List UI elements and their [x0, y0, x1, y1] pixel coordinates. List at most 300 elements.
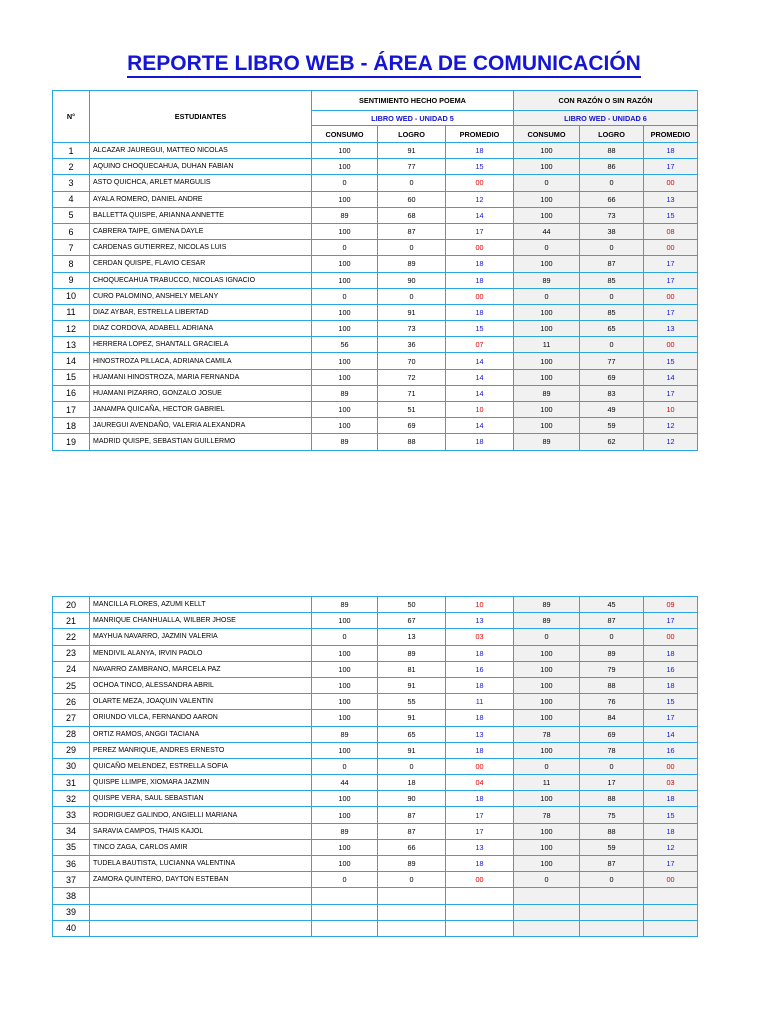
row-number-cell: 4 [53, 191, 90, 207]
consumo-u5-cell: 89 [312, 385, 378, 401]
consumo-u5-cell [312, 888, 378, 904]
consumo-u6-cell: 100 [514, 304, 580, 320]
row-number-cell: 3 [53, 175, 90, 191]
student-name-cell: CABRERA TAIPE, GIMENA DAYLE [90, 223, 312, 239]
consumo-u6-cell: 100 [514, 694, 580, 710]
logro-u5-cell: 71 [378, 385, 446, 401]
row-number-cell: 16 [53, 385, 90, 401]
consumo-u5-cell: 89 [312, 207, 378, 223]
student-name-cell: NAVARRO ZAMBRANO, MARCELA PAZ [90, 661, 312, 677]
table-row [53, 207, 698, 223]
student-name-cell: AYALA ROMERO, DANIEL ANDRE [90, 191, 312, 207]
table-row [53, 920, 698, 936]
promedio-u5-cell: 18 [446, 645, 514, 661]
report-title: REPORTE LIBRO WEB - ÁREA DE COMUNICACIÓN [0, 52, 768, 76]
row-number-cell: 12 [53, 321, 90, 337]
consumo-u5-cell: 56 [312, 337, 378, 353]
logro-u6-cell: 86 [580, 159, 644, 175]
student-name-cell: ASTO QUICHCA, ARLET MARGULIS [90, 175, 312, 191]
student-name-cell: CHOQUECAHUA TRABUCCO, NICOLAS IGNACIO [90, 272, 312, 288]
logro-u5-cell [378, 904, 446, 920]
student-name-cell: HERRERA LOPEZ, SHANTALL GRACIELA [90, 337, 312, 353]
promedio-u5-cell: 18 [446, 856, 514, 872]
student-name-cell: ORIUNDO VILCA, FERNANDO AARON [90, 710, 312, 726]
row-number-cell: 23 [53, 645, 90, 661]
student-name-cell: HINOSTROZA PILLACA, ADRIANA CAMILA [90, 353, 312, 369]
consumo-u5-cell: 89 [312, 726, 378, 742]
student-name-cell: MENDIVIL ALANYA, IRVIN PAOLO [90, 645, 312, 661]
promedio-u5-cell: 14 [446, 207, 514, 223]
promedio-u6-cell: 17 [644, 159, 698, 175]
student-name-cell: ORTIZ RAMOS, ANGGI TACIANA [90, 726, 312, 742]
promedio-u6-cell: 17 [644, 613, 698, 629]
header-consumo-u5: CONSUMO [312, 126, 378, 143]
student-name-cell: OCHOA TINCO, ALESSANDRA ABRIL [90, 677, 312, 693]
promedio-u6-cell: 10 [644, 402, 698, 418]
table-row [53, 597, 698, 613]
consumo-u5-cell: 0 [312, 629, 378, 645]
student-name-cell: QUISPE LLIMPE, XIOMARA JAZMIN [90, 775, 312, 791]
promedio-u5-cell: 10 [446, 597, 514, 613]
table-row [53, 223, 698, 239]
logro-u5-cell: 91 [378, 677, 446, 693]
logro-u6-cell: 0 [580, 758, 644, 774]
logro-u6-cell [580, 888, 644, 904]
promedio-u5-cell: 13 [446, 839, 514, 855]
row-number-cell: 10 [53, 288, 90, 304]
table-row [53, 807, 698, 823]
student-name-cell [90, 888, 312, 904]
logro-u5-cell: 87 [378, 823, 446, 839]
student-name-cell: CERDAN QUISPE, FLAVIO CESAR [90, 256, 312, 272]
row-number-cell: 28 [53, 726, 90, 742]
promedio-u6-cell: 17 [644, 304, 698, 320]
row-number-cell: 35 [53, 839, 90, 855]
logro-u6-cell: 85 [580, 304, 644, 320]
row-number-cell: 40 [53, 920, 90, 936]
row-number-cell: 38 [53, 888, 90, 904]
student-name-cell: BALLETTA QUISPE, ARIANNA ANNETTE [90, 207, 312, 223]
student-name-cell: JANAMPA QUICAÑA, HECTOR GABRIEL [90, 402, 312, 418]
consumo-u5-cell: 100 [312, 742, 378, 758]
table-row [53, 321, 698, 337]
promedio-u5-cell: 10 [446, 402, 514, 418]
row-number-cell: 22 [53, 629, 90, 645]
consumo-u6-cell: 100 [514, 710, 580, 726]
consumo-u6-cell: 44 [514, 223, 580, 239]
row-number-cell: 20 [53, 597, 90, 613]
promedio-u5-cell: 13 [446, 613, 514, 629]
promedio-u5-cell [446, 904, 514, 920]
promedio-u6-cell: 00 [644, 629, 698, 645]
logro-u6-cell: 87 [580, 613, 644, 629]
student-name-cell [90, 920, 312, 936]
promedio-u6-cell: 17 [644, 385, 698, 401]
consumo-u5-cell: 100 [312, 402, 378, 418]
promedio-u6-cell: 12 [644, 839, 698, 855]
promedio-u6-cell: 17 [644, 256, 698, 272]
consumo-u6-cell [514, 888, 580, 904]
logro-u5-cell: 91 [378, 143, 446, 159]
logro-u5-cell: 89 [378, 856, 446, 872]
logro-u6-cell: 87 [580, 256, 644, 272]
promedio-u6-cell: 18 [644, 791, 698, 807]
consumo-u5-cell: 100 [312, 353, 378, 369]
consumo-u5-cell: 44 [312, 775, 378, 791]
table-row [53, 758, 698, 774]
consumo-u6-cell: 100 [514, 143, 580, 159]
logro-u5-cell: 89 [378, 645, 446, 661]
logro-u6-cell: 65 [580, 321, 644, 337]
promedio-u5-cell: 14 [446, 418, 514, 434]
table-row [53, 791, 698, 807]
promedio-u6-cell: 15 [644, 207, 698, 223]
promedio-u6-cell: 18 [644, 677, 698, 693]
table-row [53, 418, 698, 434]
logro-u5-cell: 70 [378, 353, 446, 369]
student-name-cell: SARAVIA CAMPOS, THAIS KAJOL [90, 823, 312, 839]
table-row [53, 645, 698, 661]
consumo-u6-cell: 0 [514, 758, 580, 774]
table-row [53, 629, 698, 645]
student-name-cell: ZAMORA QUINTERO, DAYTON ESTEBAN [90, 872, 312, 888]
consumo-u6-cell [514, 904, 580, 920]
consumo-u6-cell: 0 [514, 240, 580, 256]
promedio-u5-cell: 12 [446, 191, 514, 207]
logro-u5-cell: 89 [378, 256, 446, 272]
promedio-u6-cell: 17 [644, 710, 698, 726]
consumo-u5-cell: 100 [312, 143, 378, 159]
logro-u5-cell: 13 [378, 629, 446, 645]
consumo-u5-cell: 100 [312, 321, 378, 337]
consumo-u5-cell: 100 [312, 256, 378, 272]
row-number-cell: 18 [53, 418, 90, 434]
consumo-u5-cell: 100 [312, 791, 378, 807]
table-row [53, 191, 698, 207]
promedio-u6-cell: 16 [644, 661, 698, 677]
promedio-u6-cell: 00 [644, 872, 698, 888]
header-unit-5-title: SENTIMIENTO HECHO POEMA [312, 91, 514, 111]
consumo-u5-cell: 100 [312, 710, 378, 726]
logro-u6-cell [580, 920, 644, 936]
table-row [53, 775, 698, 791]
logro-u6-cell [580, 904, 644, 920]
consumo-u6-cell: 100 [514, 645, 580, 661]
consumo-u6-cell: 0 [514, 629, 580, 645]
promedio-u6-cell: 14 [644, 726, 698, 742]
consumo-u6-cell: 100 [514, 823, 580, 839]
promedio-u6-cell [644, 888, 698, 904]
consumo-u6-cell: 89 [514, 597, 580, 613]
table-row [53, 661, 698, 677]
table-row [53, 710, 698, 726]
logro-u6-cell: 0 [580, 337, 644, 353]
student-name-cell: CARDENAS GUTIERREZ, NICOLAS LUIS [90, 240, 312, 256]
logro-u6-cell: 0 [580, 240, 644, 256]
grades-table-part-2 [52, 596, 698, 937]
logro-u6-cell: 78 [580, 742, 644, 758]
consumo-u5-cell: 100 [312, 418, 378, 434]
logro-u6-cell: 69 [580, 369, 644, 385]
consumo-u5-cell: 89 [312, 823, 378, 839]
promedio-u6-cell: 13 [644, 191, 698, 207]
logro-u6-cell: 88 [580, 143, 644, 159]
table-row [53, 385, 698, 401]
promedio-u6-cell [644, 904, 698, 920]
promedio-u6-cell: 03 [644, 775, 698, 791]
student-name-cell: CURO PALOMINO, ANSHELY MELANY [90, 288, 312, 304]
consumo-u6-cell: 89 [514, 613, 580, 629]
student-name-cell: DIAZ AYBAR, ESTRELLA LIBERTAD [90, 304, 312, 320]
table-row [53, 434, 698, 450]
header-promedio-u6: PROMEDIO [644, 126, 698, 143]
promedio-u5-cell: 14 [446, 353, 514, 369]
logro-u5-cell: 69 [378, 418, 446, 434]
logro-u6-cell: 0 [580, 288, 644, 304]
logro-u5-cell: 18 [378, 775, 446, 791]
logro-u6-cell: 83 [580, 385, 644, 401]
consumo-u5-cell: 0 [312, 288, 378, 304]
table-row [53, 369, 698, 385]
logro-u6-cell: 0 [580, 175, 644, 191]
consumo-u6-cell: 100 [514, 191, 580, 207]
promedio-u5-cell: 00 [446, 758, 514, 774]
logro-u5-cell: 91 [378, 742, 446, 758]
promedio-u5-cell: 15 [446, 321, 514, 337]
row-number-cell: 17 [53, 402, 90, 418]
row-number-cell: 19 [53, 434, 90, 450]
logro-u5-cell: 65 [378, 726, 446, 742]
logro-u5-cell: 36 [378, 337, 446, 353]
promedio-u6-cell: 13 [644, 321, 698, 337]
logro-u6-cell: 75 [580, 807, 644, 823]
row-number-cell: 11 [53, 304, 90, 320]
logro-u5-cell: 87 [378, 223, 446, 239]
row-number-cell: 37 [53, 872, 90, 888]
promedio-u5-cell: 15 [446, 159, 514, 175]
promedio-u5-cell: 18 [446, 304, 514, 320]
table-row [53, 159, 698, 175]
promedio-u6-cell: 12 [644, 418, 698, 434]
row-number-cell: 5 [53, 207, 90, 223]
logro-u6-cell: 88 [580, 791, 644, 807]
consumo-u6-cell: 100 [514, 418, 580, 434]
logro-u5-cell: 90 [378, 791, 446, 807]
row-number-cell: 33 [53, 807, 90, 823]
logro-u5-cell: 60 [378, 191, 446, 207]
table-row [53, 175, 698, 191]
consumo-u5-cell: 100 [312, 613, 378, 629]
table-row [53, 742, 698, 758]
student-name-cell: DIAZ CORDOVA, ADABELL ADRIANA [90, 321, 312, 337]
logro-u6-cell: 76 [580, 694, 644, 710]
table-row [53, 272, 698, 288]
consumo-u5-cell: 100 [312, 677, 378, 693]
consumo-u6-cell: 100 [514, 159, 580, 175]
promedio-u6-cell: 12 [644, 434, 698, 450]
promedio-u5-cell: 17 [446, 823, 514, 839]
promedio-u5-cell: 18 [446, 742, 514, 758]
logro-u5-cell: 55 [378, 694, 446, 710]
table-row [53, 904, 698, 920]
row-number-cell: 39 [53, 904, 90, 920]
consumo-u5-cell: 0 [312, 758, 378, 774]
promedio-u5-cell: 18 [446, 143, 514, 159]
student-name-cell: MAYHUA NAVARRO, JAZMIN VALERIA [90, 629, 312, 645]
promedio-u6-cell: 18 [644, 143, 698, 159]
logro-u6-cell: 38 [580, 223, 644, 239]
logro-u6-cell: 62 [580, 434, 644, 450]
table-row [53, 304, 698, 320]
promedio-u6-cell: 00 [644, 758, 698, 774]
table-row [53, 856, 698, 872]
promedio-u5-cell: 00 [446, 288, 514, 304]
header-logro-u5: LOGRO [378, 126, 446, 143]
promedio-u5-cell: 04 [446, 775, 514, 791]
logro-u6-cell: 85 [580, 272, 644, 288]
student-name-cell: TUDELA BAUTISTA, LUCIANNA VALENTINA [90, 856, 312, 872]
consumo-u5-cell: 100 [312, 645, 378, 661]
consumo-u5-cell: 100 [312, 661, 378, 677]
logro-u5-cell: 0 [378, 175, 446, 191]
promedio-u5-cell [446, 888, 514, 904]
promedio-u6-cell: 00 [644, 175, 698, 191]
consumo-u5-cell [312, 904, 378, 920]
consumo-u5-cell: 100 [312, 223, 378, 239]
table-row [53, 402, 698, 418]
consumo-u6-cell: 0 [514, 288, 580, 304]
student-name-cell: ALCAZAR JAUREGUI, MATTEO NICOLAS [90, 143, 312, 159]
header-students: ESTUDIANTES [90, 91, 312, 143]
student-name-cell: QUISPE VERA, SAUL SEBASTIAN [90, 791, 312, 807]
row-number-cell: 30 [53, 758, 90, 774]
consumo-u5-cell: 100 [312, 272, 378, 288]
logro-u6-cell: 79 [580, 661, 644, 677]
promedio-u5-cell: 03 [446, 629, 514, 645]
consumo-u5-cell: 0 [312, 240, 378, 256]
logro-u5-cell: 68 [378, 207, 446, 223]
row-number-cell: 7 [53, 240, 90, 256]
logro-u6-cell: 88 [580, 823, 644, 839]
row-number-cell: 8 [53, 256, 90, 272]
promedio-u5-cell: 14 [446, 369, 514, 385]
logro-u5-cell: 88 [378, 434, 446, 450]
consumo-u5-cell: 100 [312, 694, 378, 710]
logro-u5-cell: 67 [378, 613, 446, 629]
consumo-u6-cell: 100 [514, 353, 580, 369]
consumo-u5-cell: 100 [312, 856, 378, 872]
promedio-u6-cell: 00 [644, 240, 698, 256]
promedio-u6-cell: 00 [644, 337, 698, 353]
row-number-cell: 26 [53, 694, 90, 710]
logro-u6-cell: 45 [580, 597, 644, 613]
header-logro-u6: LOGRO [580, 126, 644, 143]
table-row [53, 288, 698, 304]
student-name-cell: AQUINO CHOQUECAHUA, DUHAN FABIAN [90, 159, 312, 175]
row-number-cell: 29 [53, 742, 90, 758]
logro-u6-cell: 87 [580, 856, 644, 872]
consumo-u5-cell: 89 [312, 597, 378, 613]
promedio-u6-cell: 16 [644, 742, 698, 758]
promedio-u6-cell: 14 [644, 369, 698, 385]
consumo-u5-cell: 0 [312, 175, 378, 191]
logro-u5-cell: 90 [378, 272, 446, 288]
promedio-u5-cell: 18 [446, 256, 514, 272]
table-row [53, 694, 698, 710]
header-unit-6-subtitle: LIBRO WED - UNIDAD 6 [514, 111, 698, 126]
consumo-u6-cell: 100 [514, 839, 580, 855]
header-consumo-u6: CONSUMO [514, 126, 580, 143]
consumo-u6-cell [514, 920, 580, 936]
table-row [53, 726, 698, 742]
promedio-u5-cell: 13 [446, 726, 514, 742]
student-name-cell: MADRID QUISPE, SEBASTIAN GUILLERMO [90, 434, 312, 450]
row-number-cell: 25 [53, 677, 90, 693]
table-row [53, 240, 698, 256]
row-number-cell: 15 [53, 369, 90, 385]
logro-u5-cell: 81 [378, 661, 446, 677]
row-number-cell: 36 [53, 856, 90, 872]
consumo-u6-cell: 100 [514, 207, 580, 223]
table-row [53, 613, 698, 629]
consumo-u5-cell: 100 [312, 807, 378, 823]
student-name-cell: QUICAÑO MELENDEZ, ESTRELLA SOFIA [90, 758, 312, 774]
promedio-u5-cell: 07 [446, 337, 514, 353]
consumo-u5-cell: 100 [312, 191, 378, 207]
table-row [53, 337, 698, 353]
student-name-cell: MANRIQUE CHANHUALLA, WILBER JHOSE [90, 613, 312, 629]
table-row [53, 143, 698, 159]
promedio-u6-cell: 08 [644, 223, 698, 239]
consumo-u6-cell: 0 [514, 175, 580, 191]
row-number-cell: 27 [53, 710, 90, 726]
logro-u5-cell: 87 [378, 807, 446, 823]
logro-u5-cell: 0 [378, 288, 446, 304]
table-row [53, 888, 698, 904]
student-name-cell: RODRIGUEZ GALINDO, ANGIELLI MARIANA [90, 807, 312, 823]
promedio-u5-cell: 14 [446, 385, 514, 401]
student-name-cell: HUAMANI PIZARRO, GONZALO JOSUE [90, 385, 312, 401]
consumo-u6-cell: 100 [514, 856, 580, 872]
row-number-cell: 6 [53, 223, 90, 239]
logro-u5-cell [378, 920, 446, 936]
logro-u5-cell: 91 [378, 710, 446, 726]
header-unit-5-subtitle: LIBRO WED - UNIDAD 5 [312, 111, 514, 126]
consumo-u6-cell: 100 [514, 677, 580, 693]
table-row [53, 839, 698, 855]
consumo-u5-cell: 100 [312, 159, 378, 175]
student-name-cell [90, 904, 312, 920]
consumo-u6-cell: 100 [514, 742, 580, 758]
logro-u6-cell: 69 [580, 726, 644, 742]
promedio-u5-cell: 17 [446, 807, 514, 823]
consumo-u6-cell: 0 [514, 872, 580, 888]
logro-u5-cell: 0 [378, 872, 446, 888]
consumo-u6-cell: 11 [514, 337, 580, 353]
promedio-u5-cell: 18 [446, 677, 514, 693]
logro-u5-cell: 73 [378, 321, 446, 337]
promedio-u5-cell [446, 920, 514, 936]
row-number-cell: 24 [53, 661, 90, 677]
logro-u6-cell: 0 [580, 872, 644, 888]
header-number: N° [53, 91, 90, 143]
logro-u6-cell: 59 [580, 839, 644, 855]
promedio-u5-cell: 00 [446, 872, 514, 888]
consumo-u5-cell: 89 [312, 434, 378, 450]
consumo-u6-cell: 100 [514, 791, 580, 807]
table-row [53, 256, 698, 272]
logro-u5-cell [378, 888, 446, 904]
